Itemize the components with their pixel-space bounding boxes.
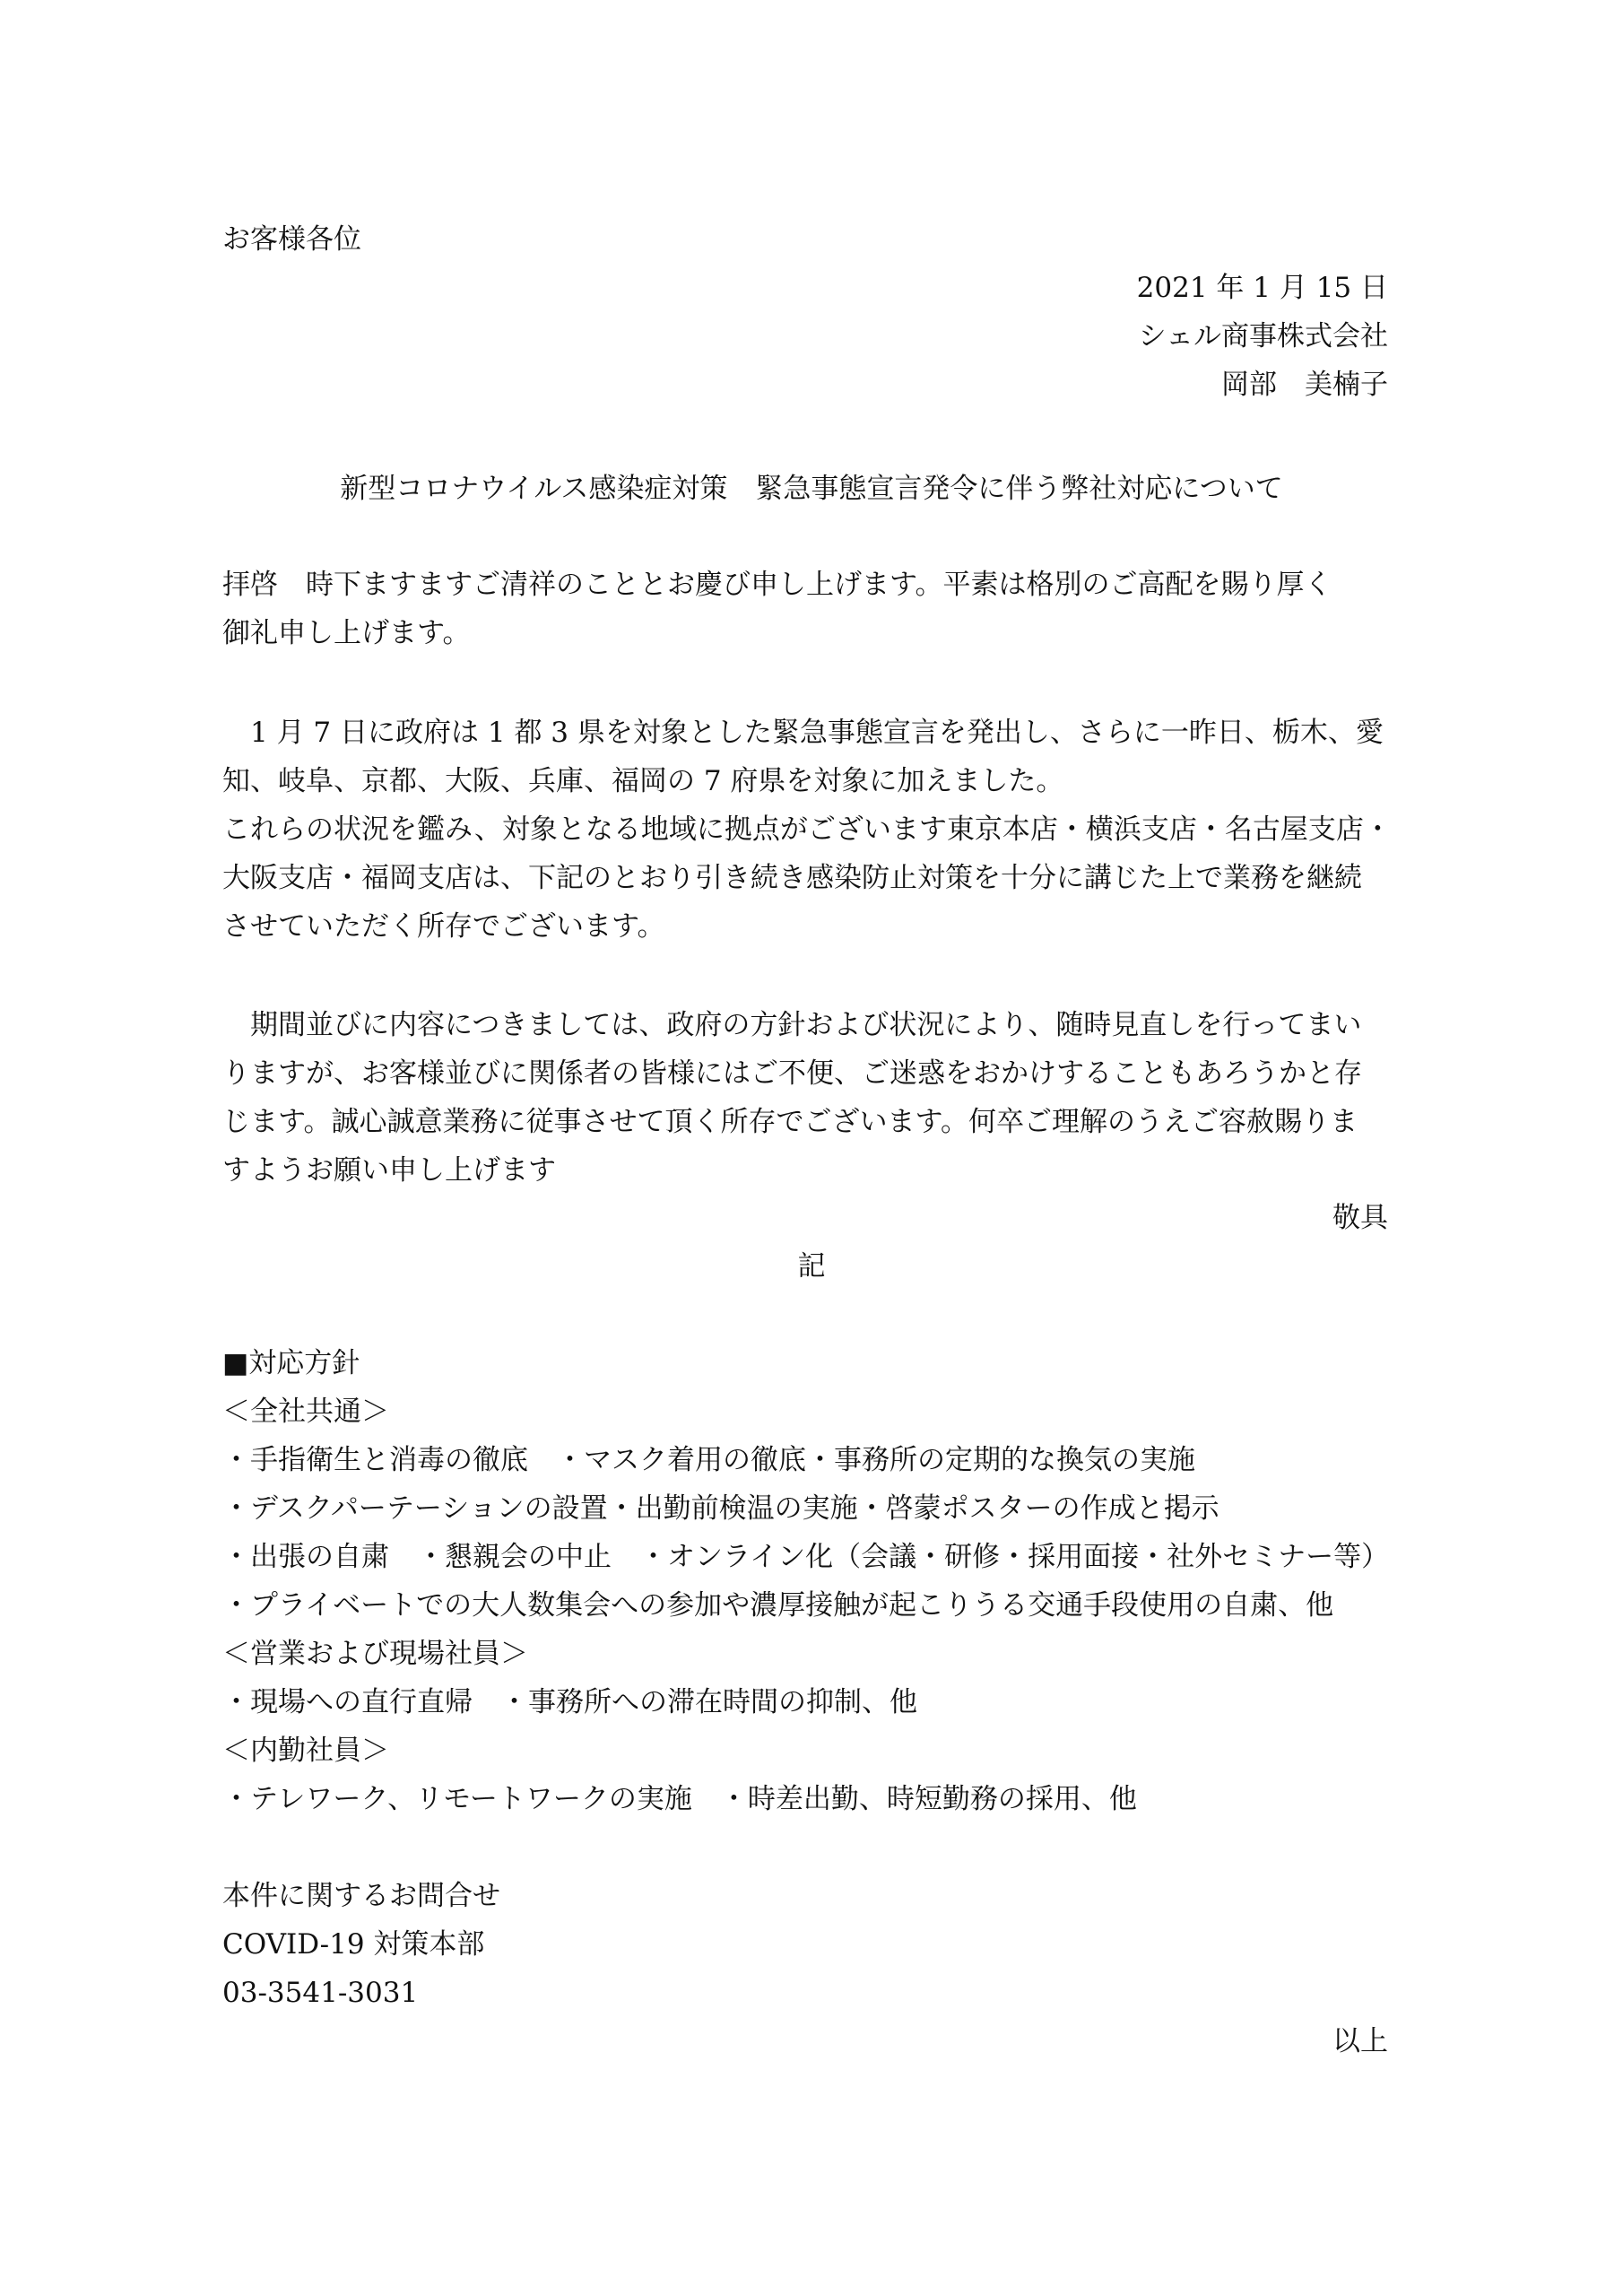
greeting-line-1: 拝啓 時下ますますご清祥のこととお慶び申し上げます。平素は格別のご高配を賜り厚く: [222, 569, 1332, 601]
paragraph1-line-4: 大阪支店・福岡支店は、下記のとおり引き続き感染防止対策を十分に講じた上で業務を継続: [222, 862, 1362, 894]
paragraph2-line-4: すようお願い申し上げます: [222, 1154, 556, 1187]
contact-phone: 03-3541-3031: [222, 1977, 419, 2009]
policy-section-sales: ＜営業および現場社員＞: [222, 1638, 528, 1670]
addressee: お客様各位: [222, 223, 361, 256]
date: 2021 年 1 月 15 日: [1136, 272, 1388, 304]
policy-section-company-wide: ＜全社共通＞: [222, 1396, 389, 1428]
policy-item: ・プライベートでの大人数集会への参加や濃厚接触が起こりうる交通手段使用の自粛、他: [222, 1589, 1334, 1622]
contact-department: COVID-19 対策本部: [222, 1928, 485, 1961]
contact-label: 本件に関するお問合せ: [222, 1880, 500, 1912]
policy-item: ・出張の自粛 ・懇親会の中止 ・オンライン化（会議・研修・採用面接・社外セミナー等）: [222, 1541, 1390, 1573]
policy-section-office: ＜内勤社員＞: [222, 1735, 389, 1767]
policy-item: ・テレワーク、リモートワークの実施 ・時差出勤、時短勤務の採用、他: [222, 1783, 1137, 1815]
paragraph2-line-1: 期間並びに内容につきましては、政府の方針および状況により、随時見直しを行ってまい: [222, 1009, 1362, 1041]
policy-item: ・現場への直行直帰 ・事務所への滞在時間の抑制、他: [222, 1686, 917, 1718]
policy-item: ・手指衛生と消毒の徹底 ・マスク着用の徹底・事務所の定期的な換気の実施: [222, 1444, 1195, 1476]
policy-item: ・デスクパーテーションの設置・出勤前検温の実施・啓蒙ポスターの作成と掲示: [222, 1492, 1219, 1525]
paragraph1-line-2: 知、岐阜、京都、大阪、兵庫、福岡の 7 府県を対象に加えました。: [222, 765, 1064, 797]
policy-heading: ■対応方針: [222, 1347, 360, 1379]
greeting-line-2: 御礼申し上げます。: [222, 617, 471, 649]
paragraph1-line-5: させていただく所存でございます。: [222, 910, 665, 943]
document-title: 新型コロナウイルス感染症対策 緊急事態宣言発令に伴う弊社対応について: [340, 473, 1283, 505]
paragraph1-line-3: これらの状況を鑑み、対象となる地域に拠点がございます東京本店・横浜支店・名古屋支店・: [222, 813, 1392, 846]
end-marker: 以上: [1332, 2025, 1388, 2057]
author-name: 岡部 美楠子: [1221, 369, 1388, 401]
closing-keigu: 敬具: [1332, 1202, 1388, 1234]
paragraph1-line-1: 1 月 7 日に政府は 1 都 3 県を対象とした緊急事態宣言を発出し、さらに一昨日、栃木、愛: [222, 717, 1384, 749]
company-name: シェル商事株式会社: [1138, 320, 1388, 352]
paragraph2-line-3: じます。誠心誠意業務に従事させて頂く所存でございます。何卒ご理解のうえご容赦賜りま: [222, 1106, 1358, 1138]
ki-marker: 記: [797, 1250, 826, 1283]
paragraph2-line-2: りますが、お客様並びに関係者の皆様にはご不便、ご迷惑をおかけすることもあろうかと存: [222, 1057, 1362, 1090]
